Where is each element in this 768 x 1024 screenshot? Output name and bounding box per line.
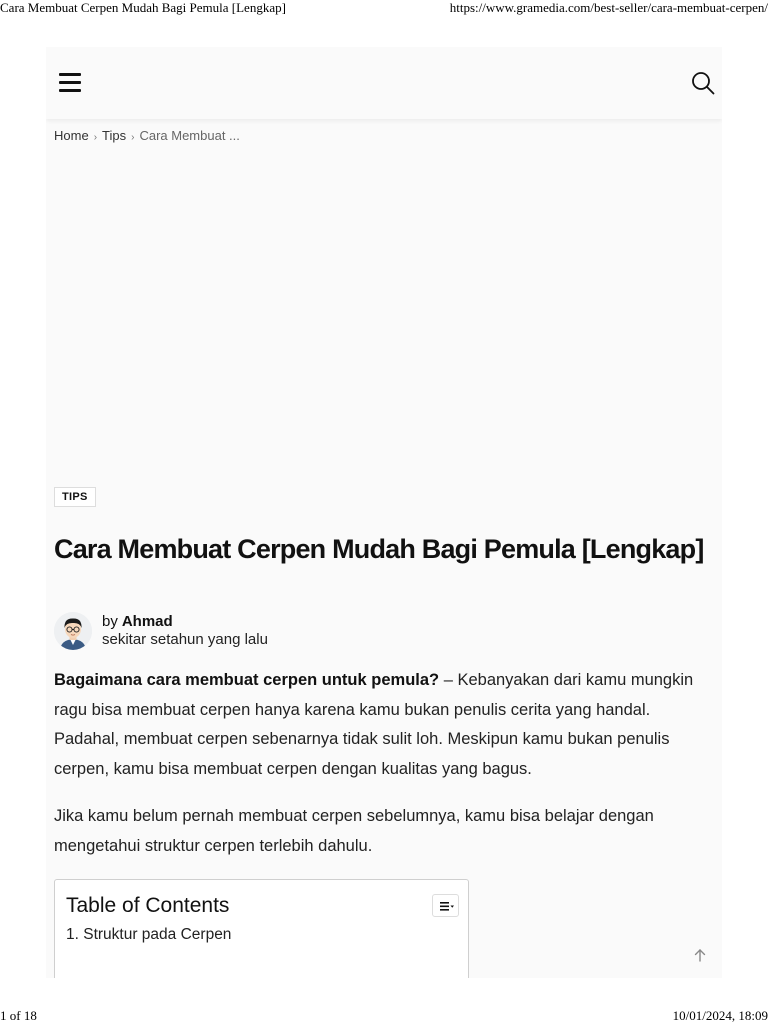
print-header — [0, 0, 768, 20]
hamburger-menu-icon[interactable] — [59, 73, 81, 91]
list-toggle-icon — [433, 895, 460, 918]
breadcrumb-current: Cara Membuat ... — [139, 128, 240, 143]
post-date: sekitar setahun yang lalu — [102, 631, 268, 648]
author-avatar[interactable] — [54, 612, 92, 650]
toc-toggle-button[interactable] — [432, 894, 459, 917]
toc-title: Table of Contents — [66, 894, 230, 917]
print-footer — [0, 1008, 768, 1024]
print-page-title: Cara Membuat Cerpen Mudah Bagi Pemula [Lengkap] — [0, 0, 286, 15]
intro-paragraph — [54, 666, 694, 784]
print-datetime: 10/01/2024, 18:09 — [672, 1008, 768, 1023]
author-prefix: by — [102, 613, 118, 630]
arrow-up-icon[interactable] — [692, 947, 708, 963]
web-page — [46, 47, 722, 978]
site-navbar — [46, 47, 722, 119]
toc-item-link[interactable]: 1. Struktur pada Cerpen — [66, 926, 232, 943]
print-page-number: 1 of 18 — [0, 1008, 37, 1023]
author-name-link[interactable]: Ahmad — [121, 613, 173, 630]
breadcrumb-home-link[interactable]: Home — [54, 128, 89, 143]
intro-text: – Kebanyakan dari kamu mungkin ragu bisa membuat cerpen hanya karena kamu bukan penulis cerita yang handal. Padahal, membuat cerpen sebenarnya tidak sulit loh. Meskipun kamu bukan penulis cerpen, kamu bisa membuat cerpen dengan kualitas yang bagus. — [54, 671, 694, 778]
category-badge[interactable]: TIPS — [54, 487, 96, 507]
print-page-url: https://www.gramedia.com/best-seller/cara-membuat-cerpen/ — [449, 0, 768, 15]
table-of-contents — [54, 879, 469, 978]
breadcrumb-separator: › — [131, 132, 135, 143]
breadcrumb — [54, 128, 240, 143]
breadcrumb-tips-link[interactable]: Tips — [102, 128, 127, 143]
post-title: Cara Membuat Cerpen Mudah Bagi Pemula [Lengkap] — [54, 534, 704, 564]
search-icon[interactable] — [691, 71, 715, 95]
intro-question: Bagaimana cara membuat cerpen untuk pemula? — [54, 671, 440, 689]
author-line — [102, 613, 173, 630]
breadcrumb-separator: › — [93, 132, 98, 143]
avatar-illustration — [54, 612, 92, 650]
body-paragraph: Jika kamu belum pernah membuat cerpen sebelumnya, kamu bisa belajar dengan mengetahui struktur cerpen terlebih dahulu. — [54, 807, 654, 855]
